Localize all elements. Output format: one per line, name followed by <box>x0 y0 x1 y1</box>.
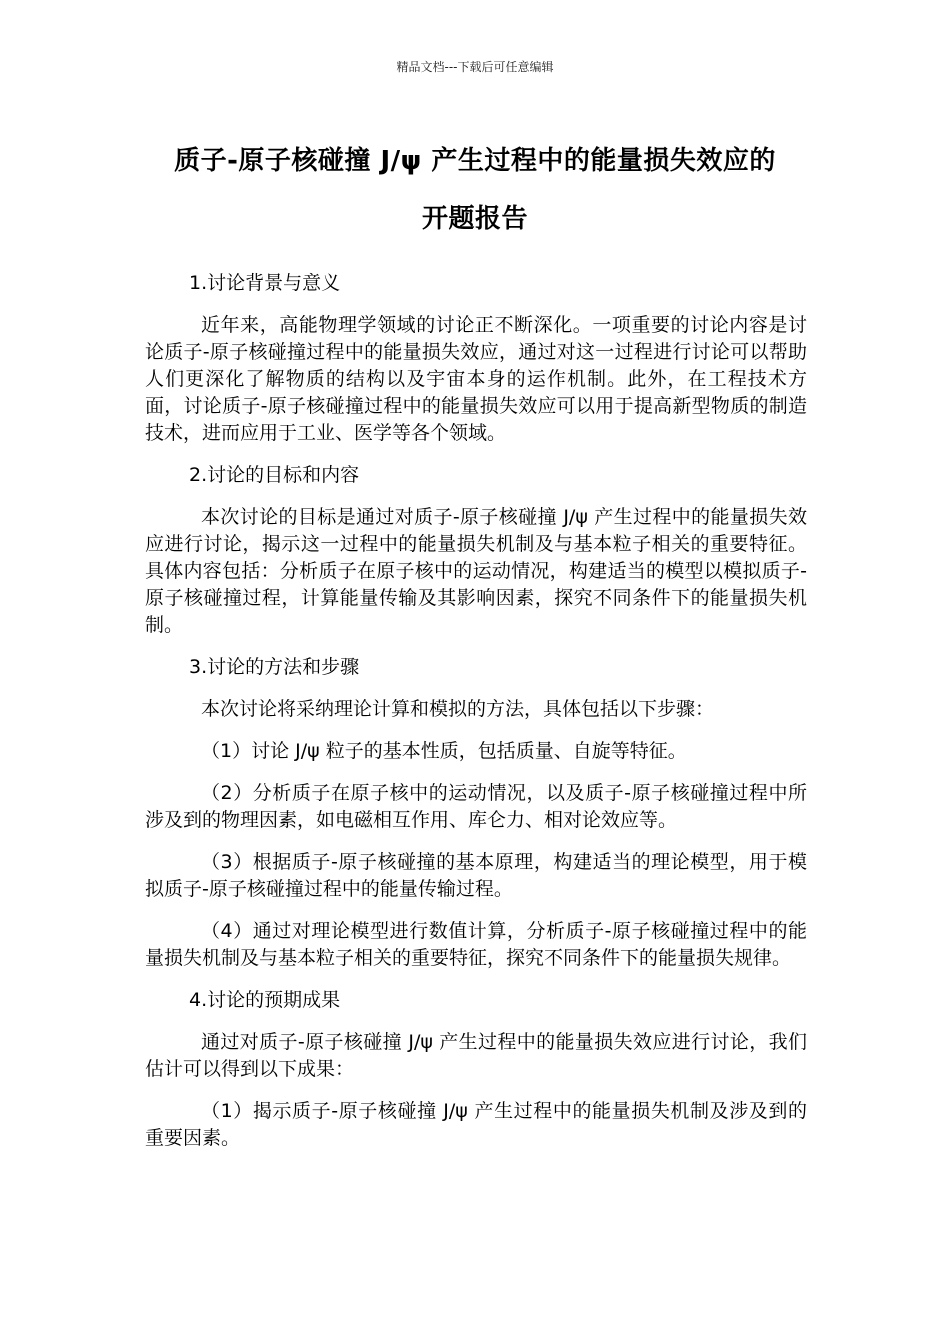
paragraph: 本次讨论将采纳理论计算和模拟的方法，具体包括以下步骤： <box>201 698 715 720</box>
list-item-step-4: （4）通过对理论模型进行数值计算，分析质子-原子核碰撞过程中的能量损失机制及与基本粒子相关的重要特征，探究不同条件下的能量损失规律。 <box>145 920 807 969</box>
section-heading-expected-results: 4.讨论的预期成果 <box>189 989 341 1011</box>
header-note: 精品文档---下载后可任意编辑 <box>396 60 554 74</box>
section-heading-methods: 3.讨论的方法和步骤 <box>189 656 360 678</box>
section-heading-background: 1.讨论背景与意义 <box>189 272 341 294</box>
document-title-line-2: 开题报告 <box>421 204 528 234</box>
paragraph: 近年来，高能物理学领域的讨论正不断深化。一项重要的讨论内容是讨论质子-原子核碰撞过程中的能量损失效应，通过对这一过程进行讨论可以帮助人们更深化了解物质的结构以及宇宙本身的运作机制。此外，在工程技术方面，讨论质子-原子核碰撞过程中的能量损失效应可以用于提高新型物质的制造技术，进而应用于工业、医学等各个领域。 <box>145 314 807 444</box>
document-title-line-1: 质子-原子核碰撞 J/ψ 产生过程中的能量损失效应的 <box>174 146 776 176</box>
list-item-step-1: （1）讨论 J/ψ 粒子的基本性质，包括质量、自旋等特征。 <box>201 740 687 762</box>
paragraph: 本次讨论的目标是通过对质子-原子核碰撞 J/ψ 产生过程中的能量损失效应进行讨论，揭示这一过程中的能量损失机制及与基本粒子相关的重要特征。具体内容包括：分析质子在原子核中的运动情况，构建适当的模型以模拟质子-原子核碰撞过程，计算能量传输及其影响因素，探究不同条件下的能量损失机制。 <box>145 506 807 636</box>
document-body <box>145 270 807 1167</box>
section-heading-goals: 2.讨论的目标和内容 <box>189 464 360 486</box>
list-item-step-3: （3）根据质子-原子核碰撞的基本原理，构建适当的理论模型，用于模拟质子-原子核碰撞过程中的能量传输过程。 <box>145 851 807 900</box>
paragraph: 通过对质子-原子核碰撞 J/ψ 产生过程中的能量损失效应进行讨论，我们估计可以得到以下成果： <box>145 1031 807 1080</box>
list-item-result-1: （1）揭示质子-原子核碰撞 J/ψ 产生过程中的能量损失机制及涉及到的重要因素。 <box>145 1100 807 1149</box>
list-item-step-2: （2）分析质子在原子核中的运动情况，以及质子-原子核碰撞过程中所涉及到的物理因素，如电磁相互作用、库仑力、相对论效应等。 <box>145 782 807 831</box>
